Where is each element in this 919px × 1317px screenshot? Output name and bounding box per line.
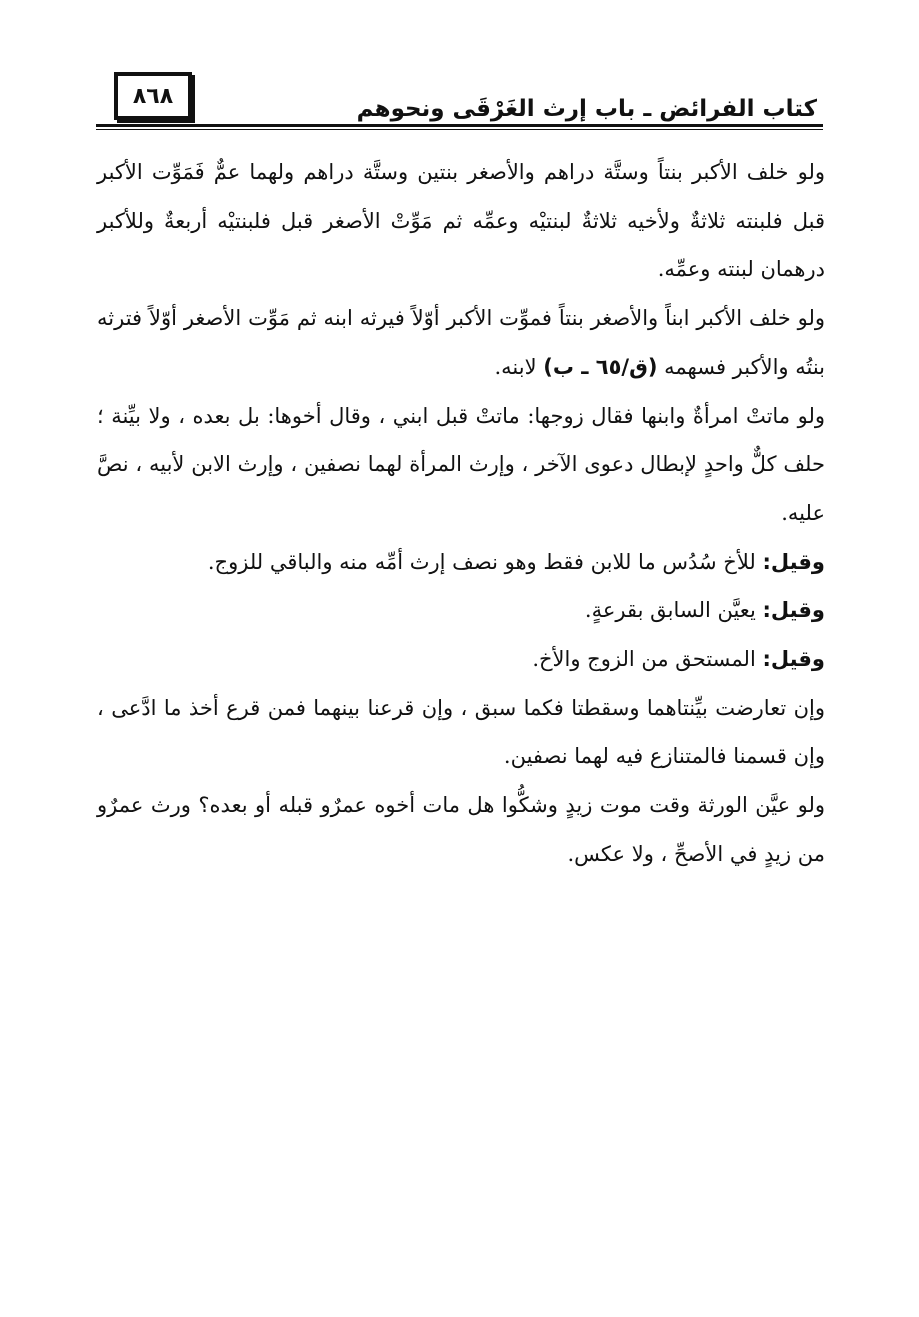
body-text [97, 148, 825, 879]
paragraph-lead: وقيل: [762, 647, 825, 672]
paragraph [97, 635, 825, 684]
manuscript-reference: (ق/٦٥ ـ ب) [543, 354, 658, 379]
paragraph [97, 294, 825, 391]
paragraph-text: وإن تعارضت بيِّنتاهما وسقطتا فكما سبق ، وإن قرعنا بينهما فمن قرع أخذ ما ادَّعى ، وإن قسمنا فالمتنازع فيه لهما نصفين. [97, 695, 825, 769]
paragraph [97, 684, 825, 781]
paragraph-text: ولو خلف الأكبر بنتاً وستَّة دراهم والأصغر بنتين وستَّة دراهم ولهما عمٌّ فَمَوِّت الأكبر قبل فلبنته ثلاثةٌ ولأخيه ثلاثةٌ لبنتيْه وعمِّه ثم مَوِّتْ الأصغر قبل فلبنتيْه أربعةٌ وللأكبر درهمان لبنته وعمِّه. [97, 160, 825, 282]
header-rule [96, 124, 823, 127]
paragraph-lead: وقيل: [762, 549, 825, 574]
running-title: كتاب الفرائض ـ باب إرث الغَرْقَى ونحوهم [356, 96, 817, 122]
paragraph-lead: وقيل: [762, 598, 825, 623]
paragraph-text: لابنه. [494, 354, 544, 379]
paragraph-text: ولو عيَّن الورثة وقت موت زيدٍ وشكُّوا هل مات أخوه عمرٌو قبله أو بعده؟ ورث عمرٌو من زيدٍ في الأصحِّ ، ولا عكس. [97, 793, 825, 866]
paragraph-text: المستحق من الزوج والأخ. [532, 647, 763, 672]
paragraph-text: ولو ماتتْ امرأةٌ وابنها فقال زوجها: ماتتْ قبل ابني ، وقال أخوها: بل بعده ، ولا بيِّنة ؛ حلف كلٌّ واحدٍ لإبطال دعوى الآخر ، وإرث المرأة لهما نصفين ، وإرث الابن لأبيه ، نصَّ عليه. [97, 403, 825, 525]
paragraph [97, 781, 825, 878]
paragraph-text: ولو خلف الأكبر ابناً والأصغر بنتاً فموِّت الأكبر أوّلاً فيرثه ابنه ثم مَوِّت الأصغر أوّلاً فترثه بنتُه والأكبر فسهمه [97, 306, 825, 379]
paragraph-text: للأخ سُدُس ما للابن فقط وهو نصف إرث أمِّه منه والباقي للزوج. [207, 549, 763, 574]
paragraph-text: يعيَّن السابق بقرعةٍ. [584, 598, 763, 623]
paragraph [97, 586, 825, 635]
page-number: ٨٦٨ [114, 72, 192, 120]
paragraph [97, 148, 825, 294]
paragraph [97, 538, 825, 587]
page-header [96, 72, 823, 130]
header-rule-secondary [96, 129, 823, 130]
paragraph [97, 392, 825, 538]
